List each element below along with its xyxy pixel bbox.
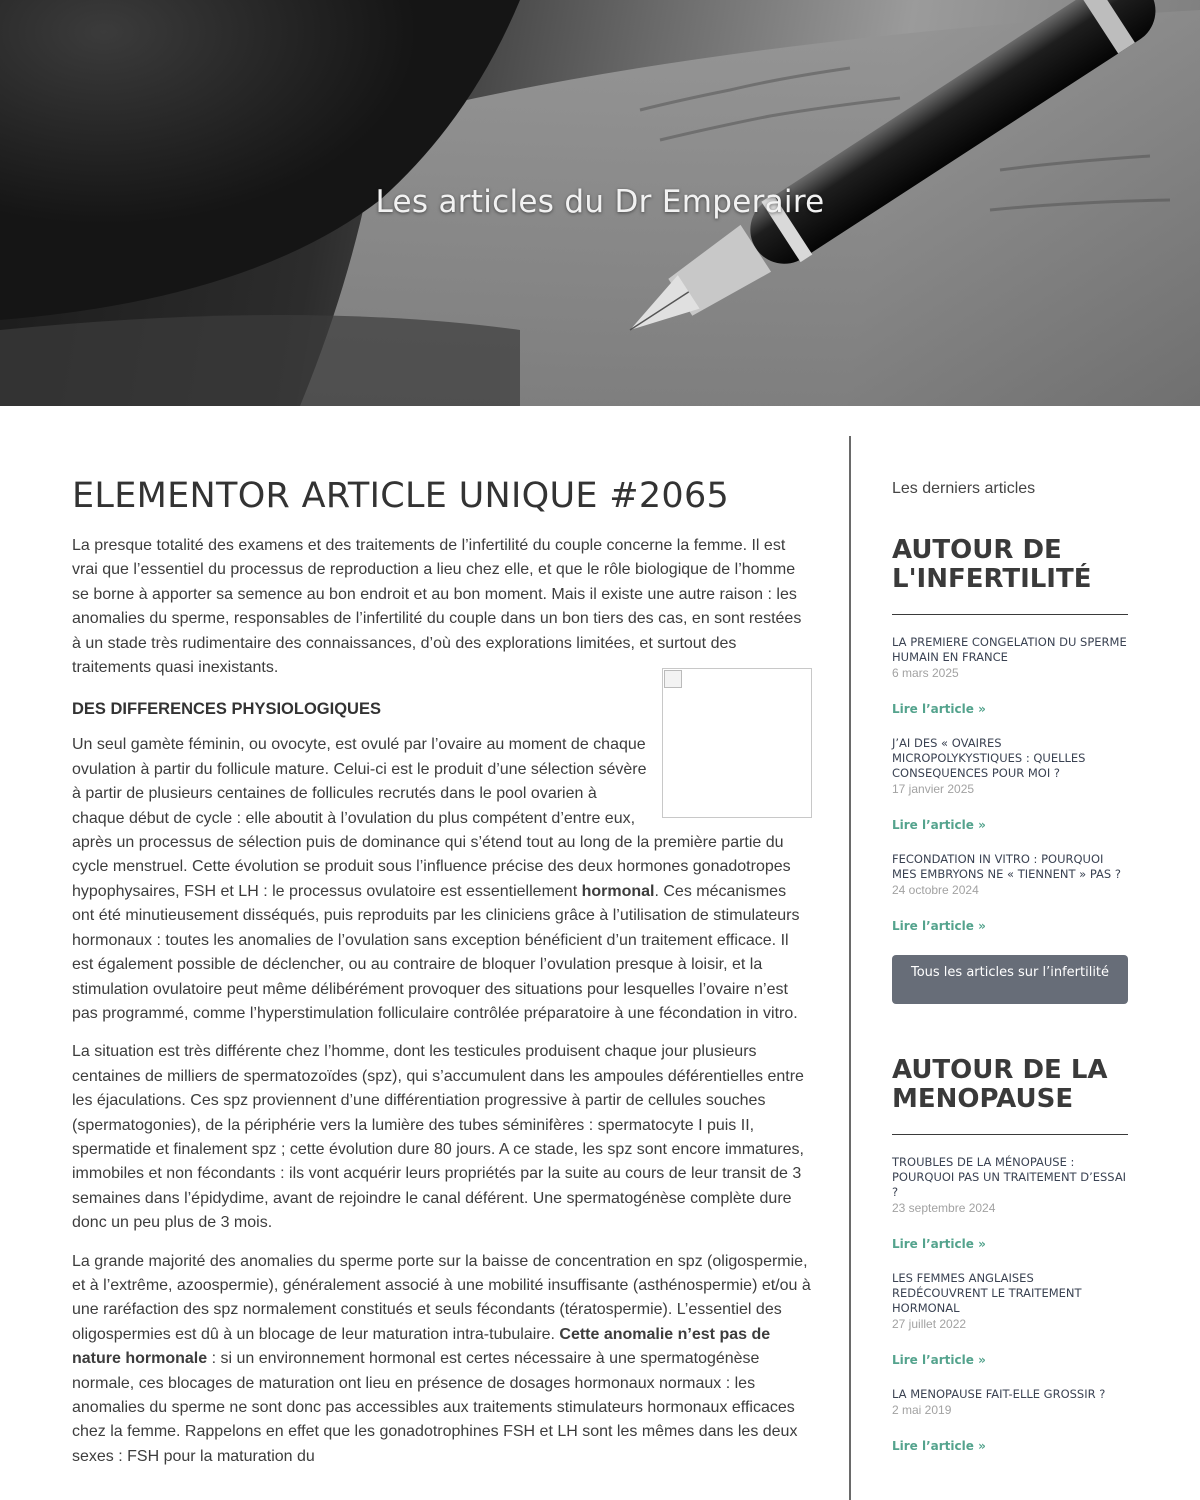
paragraph: [72, 1250, 812, 1470]
read-more-link[interactable]: Lire l’article »: [892, 1237, 986, 1251]
section-title: AUTOUR DE LA MENOPAUSE: [892, 1056, 1128, 1135]
post-title[interactable]: LA PREMIERE CONGELATION DU SPERME HUMAIN EN FRANCE: [892, 635, 1127, 664]
hero-banner: [0, 0, 1200, 406]
post-date: 23 septembre 2024: [892, 1201, 996, 1215]
post-title[interactable]: J’AI DES « OVAIRES MICROPOLYKYSTIQUES : QUELLES CONSEQUENCES POUR MOI ?: [892, 736, 1086, 780]
article-image-placeholder: [662, 668, 812, 818]
sidebar-section-infertility: [892, 536, 1128, 1004]
hero-title: Les articles du Dr Emperaire: [375, 184, 825, 220]
text-run: . Ces mécanismes ont été minutieusement disséqués, puis reproduits par les cliniciens grâce à l’utilisation de stimulateurs hormonaux : toutes les anomalies de l’ovulation sans exception bénéficient d’un traitement efficace. Il est également possible de déclencher, ou au contraire de bloquer l’ovulation presque à loisir, et la stimulation ovulatoire peut même délibérément provoquer des situations pour lesquelles l’ovaire n’est pas programmé, comme l’hyperstimulation folliculaire contrôlée préparatoire à une fécondation in vitro.: [72, 882, 800, 1022]
post-title[interactable]: LA MENOPAUSE FAIT-ELLE GROSSIR ?: [892, 1387, 1106, 1401]
paragraph: La presque totalité des examens et des traitements de l’infertilité du couple concerne la femme. Il est vrai que l’essentiel du processus de reproduction a lieu chez elle, et que le rôle biologique de l’homme se borne à apporter sa semence au bon endroit et au bon moment. Mais il existe une autre raison : les anomalies du sperme, responsables de l’infertilité du couple dans un bon tiers des cas, en sont restées à un stade très rudimentaire des connaissances, d’où des explorations limitées, et surtout des traitements quasi inexistants.: [72, 537, 802, 677]
post-date: 27 juillet 2022: [892, 1317, 967, 1331]
read-more-link[interactable]: Lire l’article »: [892, 702, 986, 716]
all-infertility-articles-button[interactable]: Tous les articles sur l’infertilité: [892, 955, 1128, 1004]
post-title[interactable]: FECONDATION IN VITRO : POURQUOI MES EMBRYONS NE « TIENNENT » PAS ?: [892, 852, 1121, 881]
text-run: Un seul gamète féminin, ou ovocyte, est ovulé par l’ovaire au moment de chaque ovulation à partir du follicule mature. Celui-ci est le produit d’une sélection sévère à partir de plusieurs centaines de follicules recrutés dans le pool ovarien à chaque début de cycle : elle aboutit à l’ovulation du plus compétent d’entre eux, après un processus de sélection puis de dominance qui s’étend tout au long de la première partie du cycle menstruel. Cette évolution se produit sous l’influence précise des deux hormones gonadotropes hypophysaires, FSH et LH : le processus ovulatoire est essentiellement: [72, 736, 791, 900]
latest-articles-heading: Les derniers articles: [892, 480, 1036, 497]
post-date: 17 janvier 2025: [892, 782, 975, 796]
sidebar-section-menopause: [892, 1056, 1128, 1453]
broken-image-icon: [664, 670, 682, 688]
article-title: ELEMENTOR ARTICLE UNIQUE #2065: [72, 476, 730, 516]
article-body: [72, 534, 812, 1469]
column-divider: [849, 436, 851, 1500]
read-more-link[interactable]: Lire l’article »: [892, 919, 986, 933]
bold-text: hormonal: [581, 882, 655, 900]
post-date: 24 octobre 2024: [892, 883, 979, 897]
post-date: 2 mai 2019: [892, 1403, 952, 1417]
post-title[interactable]: LES FEMMES ANGLAISES REDÉCOUVRENT LE TRAITEMENT HORMONAL: [892, 1271, 1082, 1315]
read-more-link[interactable]: Lire l’article »: [892, 1439, 986, 1453]
post-item: [892, 1271, 1128, 1367]
post-date: 6 mars 2025: [892, 666, 959, 680]
section-title: AUTOUR DE L'INFERTILITÉ: [892, 536, 1128, 615]
section-heading: DES DIFFERENCES PHYSIOLOGIQUES: [72, 700, 381, 719]
post-title[interactable]: TROUBLES DE LA MÉNOPAUSE : POURQUOI PAS UN TRAITEMENT D’ESSAI ?: [892, 1155, 1127, 1199]
text-run: : si un environnement hormonal est certes nécessaire à une spermatogénèse normale, ces blocages de maturation ont lieu en présence de dosages hormonaux normaux : les anomalies du sperme ne sont donc pas accessibles aux traitements stimulateurs hormonaux efficaces chez la femme. Rappelons en effet que les gonadotrophines FSH et LH sont les mêmes dans les deux sexes : FSH pour la maturation du: [72, 1350, 798, 1465]
paragraph: La situation est très différente chez l’homme, dont les testicules produisent chaque jour plusieurs centaines de milliers de spermatozoïdes (spz), qui s’accumulent dans les ampoules déférentielles entre les éjaculations. Ces spz proviennent d’une différentiation progressive à partir de cellules souches (spermatogonies), de la périphérie vers la lumière des tubes séminifères : spermatocyte I puis II, spermatide et finalement spz ; cette évolution dure 80 jours. A ce stade, les spz sont encore immatures, immobiles et non fécondants : ils vont acquérir leurs propriétés par la suite au cours de leur transit de 3 semaines dans l’épidydime, avant de rejoindre le canal déférent. Une spermatogénèse complète dure donc un peu plus de 3 mois.: [72, 1043, 804, 1232]
text-run: La grande majorité des anomalies du sperme porte sur la baisse de concentration en spz (oligospermie, et à l’extrême, azoospermie), généralement associé à une mobilité insuffisante (asthénospermie) et/ou à une raréfaction des spz normalement constitués et seuls fécondants (tératospermie). L’essentiel des oligospermies est dû à un blocage de leur maturation intra-tubulaire.: [72, 1252, 811, 1343]
post-item: [892, 635, 1128, 716]
post-item: [892, 736, 1128, 832]
post-item: [892, 852, 1128, 933]
read-more-link[interactable]: Lire l’article »: [892, 818, 986, 832]
read-more-link[interactable]: Lire l’article »: [892, 1353, 986, 1367]
article: [72, 476, 812, 1483]
bold-text: Cette anomalie n’est pas de nature hormonale: [72, 1325, 771, 1368]
post-item: [892, 1155, 1128, 1251]
sidebar: [892, 480, 1128, 1453]
post-item: [892, 1387, 1128, 1453]
